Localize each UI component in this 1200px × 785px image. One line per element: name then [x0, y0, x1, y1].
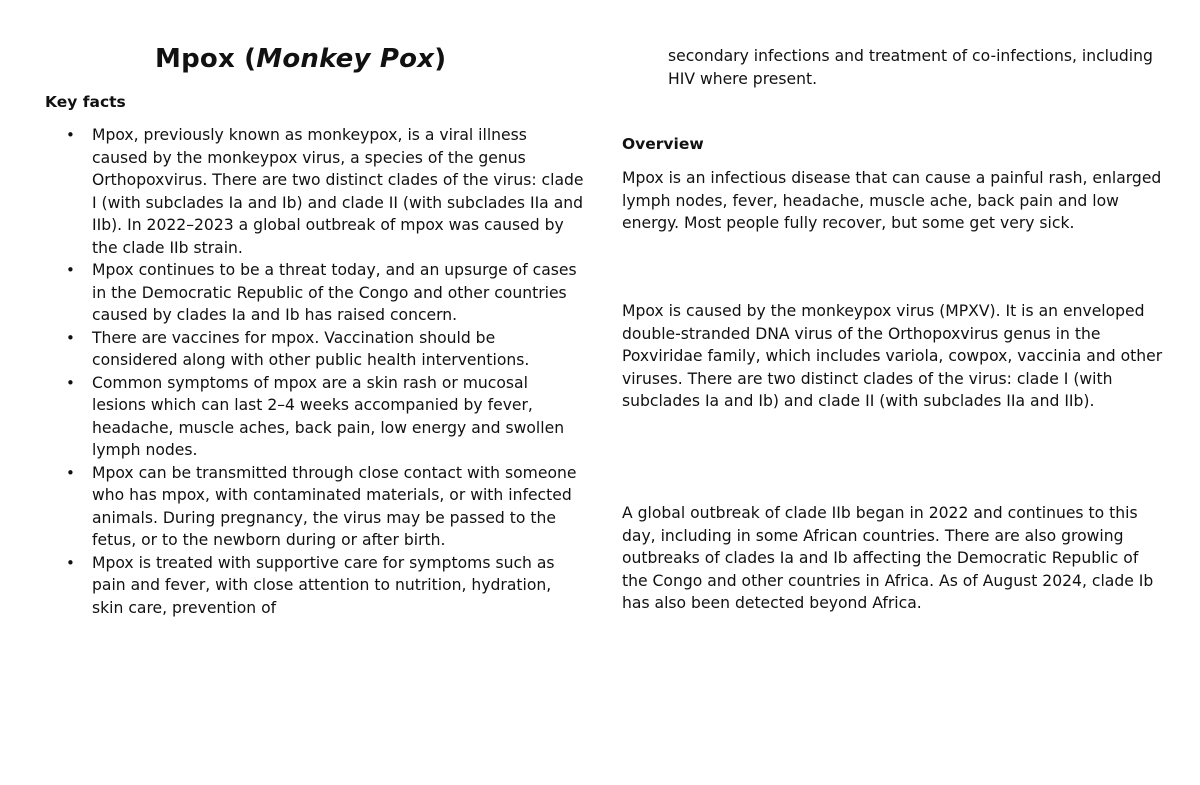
bullet-icon: • [66, 126, 75, 144]
list-item-text: Mpox continues to be a threat today, and an upsurge of cases in the Democratic Republic of the Congo and other countries caused by clades Ia and Ib has raised concern. [92, 261, 577, 324]
bullet-icon: • [66, 553, 75, 572]
bullet-icon: • [66, 373, 75, 392]
list-item [45, 327, 585, 372]
list-item-text: Common symptoms of mpox are a skin rash or mucosal lesions which can last 2–4 weeks accompanied by fever, headache, muscle aches, back pain, low energy and swollen lymph nodes. [92, 373, 565, 459]
list-item-text: There are vaccines for mpox. Vaccination should be considered along with other public health interventions. [92, 328, 530, 369]
list-item-text: Mpox can be transmitted through close contact with someone who has mpox, with contaminated materials, or with infected animals. During pregnancy, the virus may be passed to the fetus, or to the newborn during or after birth. [92, 463, 577, 549]
overview-paragraph-2: Mpox is caused by the monkeypox virus (MPXV). It is an enveloped double-stranded DNA virus of the Orthopoxvirus genus in the Poxviridae family, which includes variola, cowpox, vaccinia and other viruses. There are two distinct clades of the virus: clade I (with subclades Ia and Ib) and clade II (with subclades IIa and IIb). [622, 302, 1163, 410]
bullet-icon: • [66, 328, 75, 347]
list-item [45, 259, 585, 327]
bullet-icon: • [66, 463, 75, 482]
key-facts-heading: Key facts [45, 93, 126, 111]
list-item [45, 372, 585, 462]
title-close: ) [434, 44, 447, 74]
overview-paragraph-3: A global outbreak of clade IIb began in 2022 and continues to this day, including in some African countries. There are also growing outbreaks of clades Ia and Ib affecting the Democratic Republic of the Congo and other countries in Africa. As of August 2024, clade Ib has also been detected beyond Africa. [622, 504, 1154, 612]
bullet-icon: • [66, 261, 75, 279]
list-item-text: Mpox, previously known as monkeypox, is a viral illness caused by the monkeypox virus, a species of the genus Orthopoxvirus. There are two distinct clades of the virus: clade I (with subclades Ia and Ib) and clade II (with subclades IIa and IIb). In 2022–2023 a global outbreak of mpox was caused by the clade IIb strain. [92, 126, 584, 257]
list-item [45, 552, 585, 620]
list-item [45, 462, 585, 552]
title-italic: Monkey Pox [256, 44, 435, 74]
page-title [155, 44, 446, 74]
key-facts-list [45, 124, 585, 619]
title-main: Mpox ( [155, 44, 257, 74]
overview-paragraph-1: Mpox is an infectious disease that can cause a painful rash, enlarged lymph nodes, fever, headache, muscle ache, back pain and low energy. Most people fully recover, but some get very sick. [622, 169, 1162, 232]
list-item-continuation: secondary infections and treatment of co-infections, including HIV where present. [668, 47, 1153, 88]
overview-heading: Overview [622, 135, 704, 153]
list-item-text: Mpox is treated with supportive care for symptoms such as pain and fever, with close attention to nutrition, hydration, skin care, prevention of [92, 553, 555, 617]
list-item [45, 124, 585, 259]
